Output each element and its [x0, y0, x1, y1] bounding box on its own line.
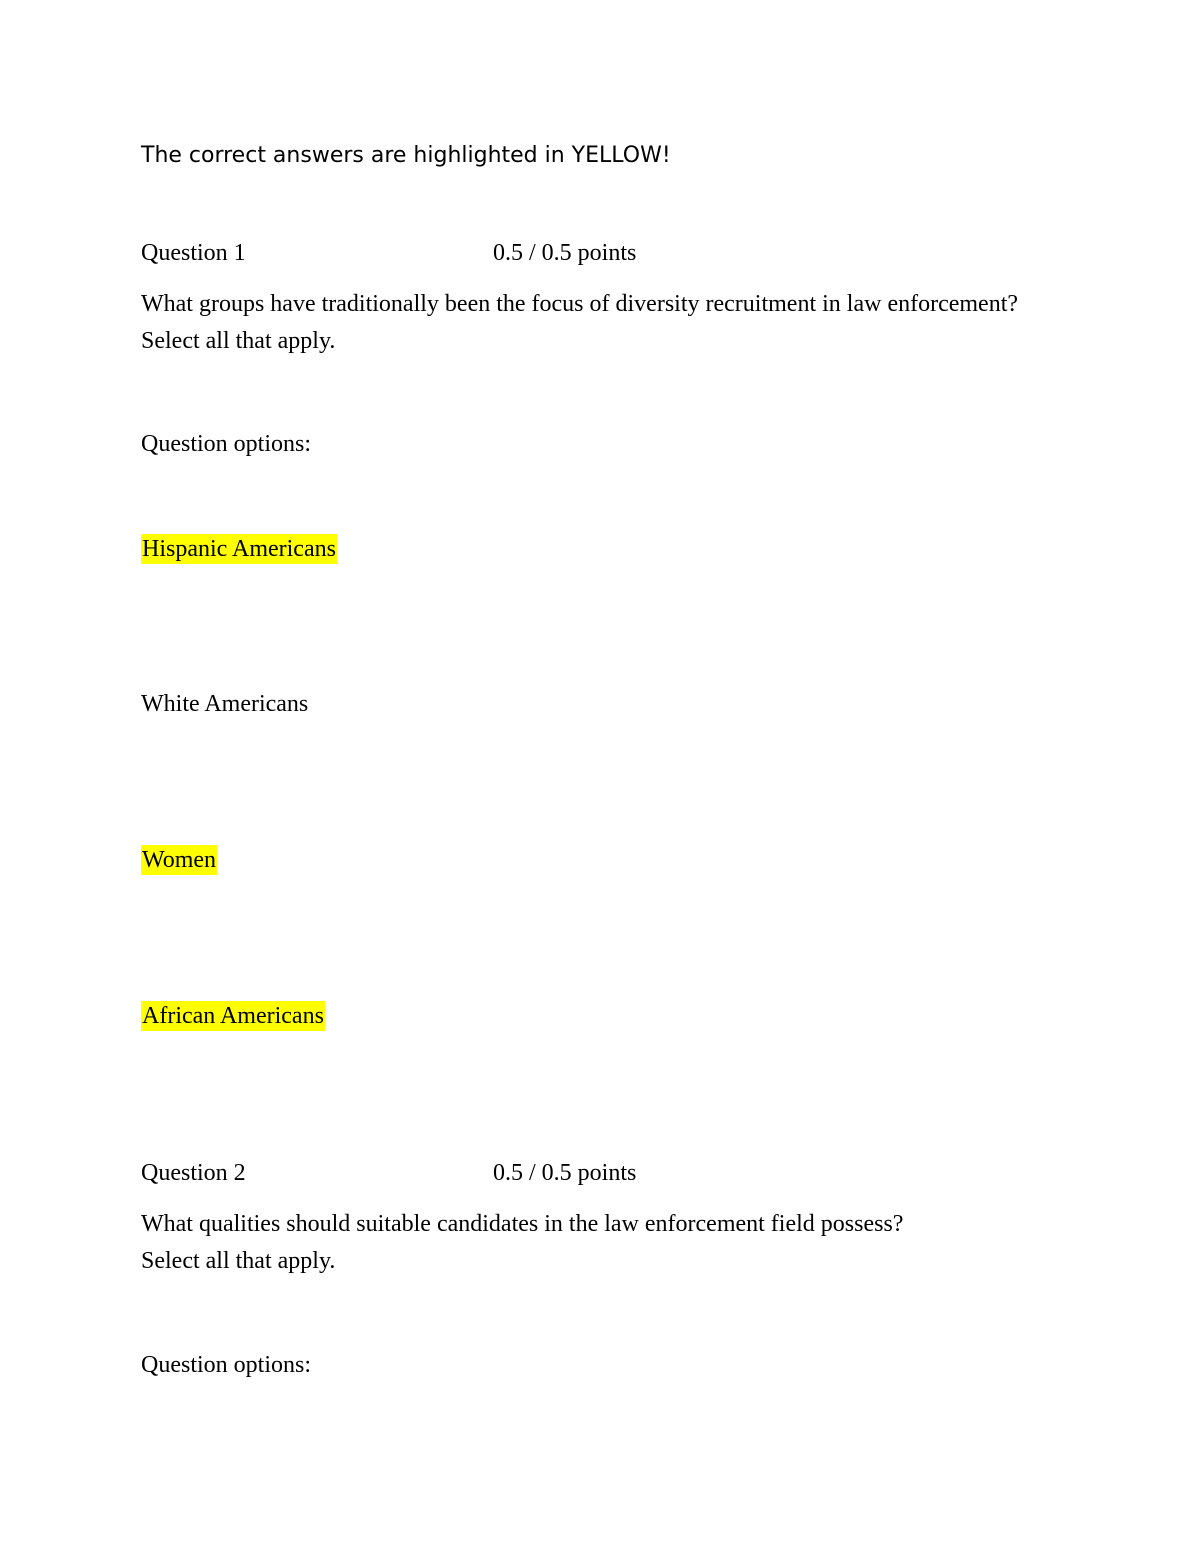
- option-item: [141, 534, 337, 564]
- option-item: [141, 1001, 325, 1031]
- question-prompt-line-2: Select all that apply.: [141, 1248, 336, 1274]
- question-points: 0.5 / 0.5 points: [493, 1160, 637, 1186]
- option-text: White Americans: [141, 691, 309, 717]
- question-header: [141, 1158, 637, 1188]
- options-heading: Question options:: [141, 1352, 312, 1378]
- question-label: Question 2: [141, 1160, 246, 1186]
- question-header: [141, 238, 637, 268]
- question-points: 0.5 / 0.5 points: [493, 240, 637, 266]
- option-item: [141, 845, 217, 875]
- intro-text: The correct answers are highlighted in YELLOW!: [141, 143, 671, 168]
- option-item: [141, 689, 308, 719]
- question-label: Question 1: [141, 240, 246, 266]
- option-text-correct: Women: [142, 847, 217, 873]
- question-prompt-line-1: What qualities should suitable candidates in the law enforcement field possess?: [141, 1211, 904, 1237]
- option-text-correct: Hispanic Americans: [142, 536, 336, 562]
- options-heading: Question options:: [141, 431, 312, 457]
- option-text-correct: African Americans: [142, 1003, 324, 1029]
- question-prompt: What groups have traditionally been the focus of diversity recruitment in law enforcement? Select all that apply.: [141, 291, 1019, 354]
